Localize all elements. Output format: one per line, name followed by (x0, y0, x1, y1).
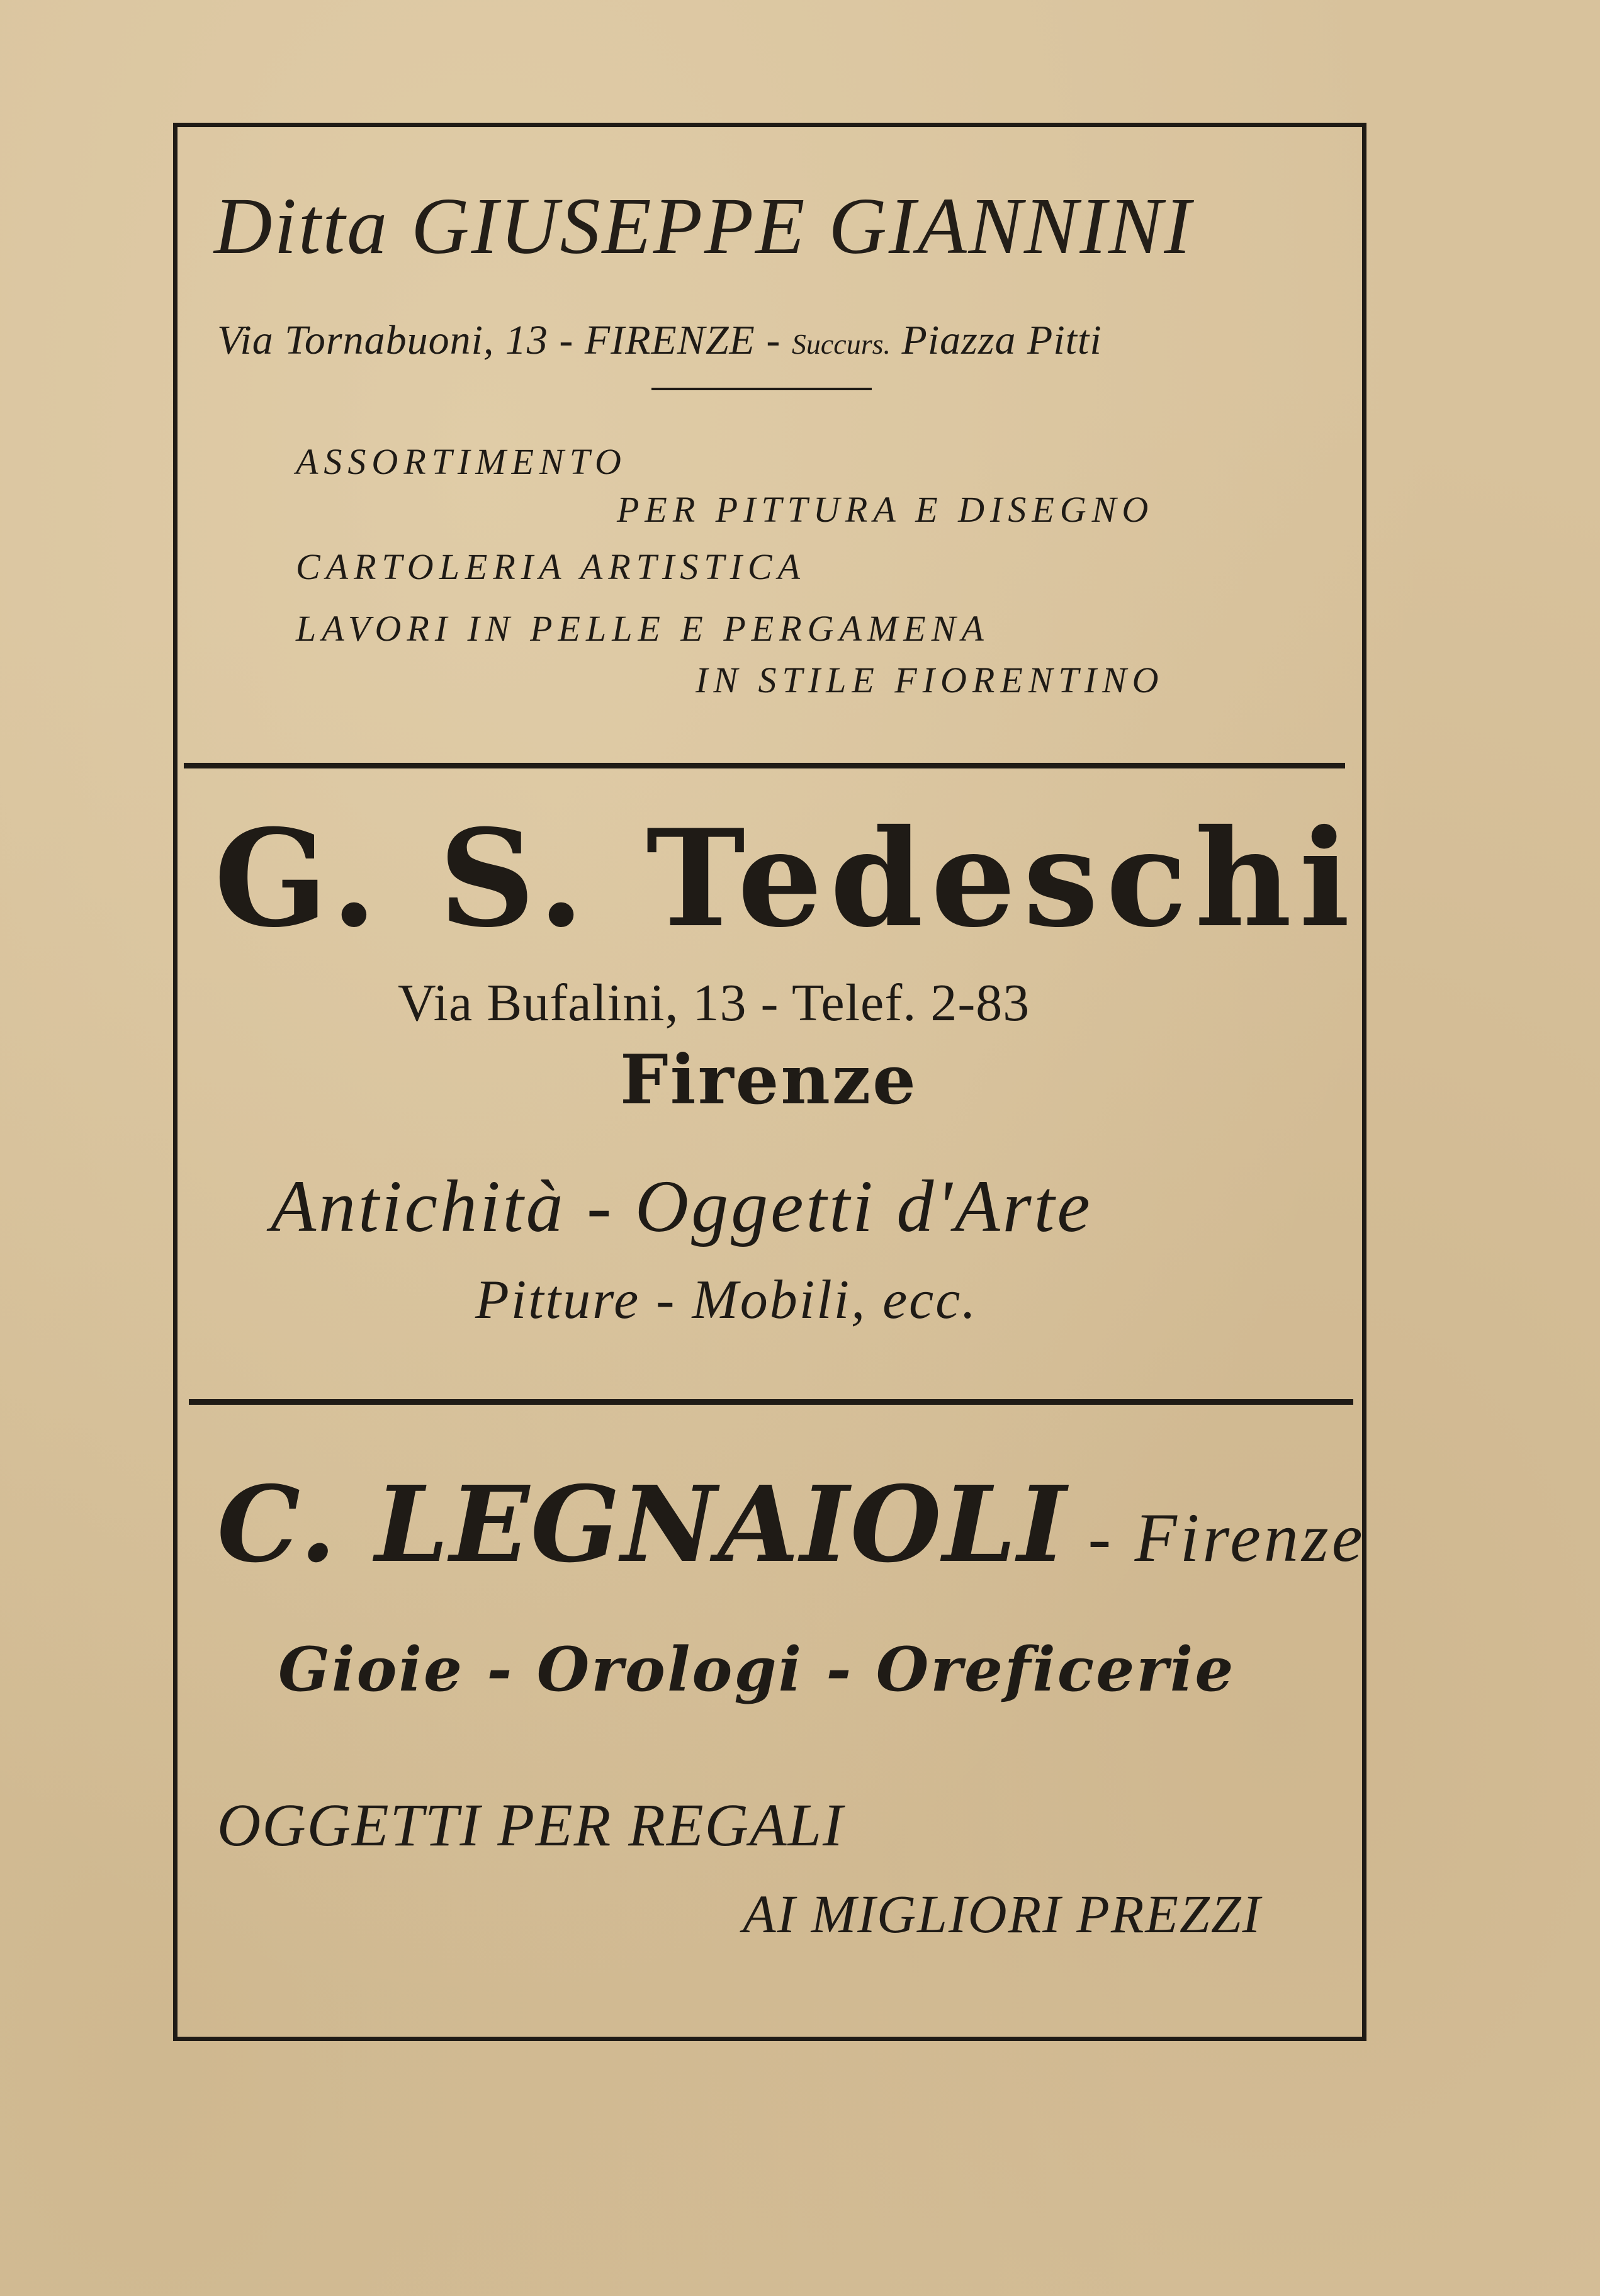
giannini-line-2: PER PITTURA E DISEGNO (617, 489, 1154, 530)
tedeschi-address: Via Bufalini, 13 - Telef. 2-83 (398, 974, 1030, 1032)
legnaioli-name: C. LEGNAIOLI (217, 1463, 1068, 1586)
giannini-line-3: CARTOLERIA ARTISTICA (296, 546, 806, 587)
tedeschi-title: G. S. Tedeschi (214, 800, 1358, 957)
tedeschi-items: Antichità - Oggetti d'Arte (271, 1165, 1093, 1247)
section-divider-2 (189, 1399, 1353, 1405)
giannini-line-4: LAVORI IN PELLE E PERGAMENA (296, 608, 989, 649)
legnaioli-title (217, 1463, 1366, 1586)
legnaioli-goods: Gioie - Orologi - Oreficerie (278, 1634, 1236, 1705)
giannini-address-tail: Piazza Pitti (891, 317, 1102, 363)
legnaioli-city: - Firenze (1067, 1499, 1366, 1576)
section-divider-1 (184, 763, 1345, 768)
giannini-line-1: ASSORTIMENTO (296, 441, 627, 482)
giannini-title: Ditta GIUSEPPE GIANNINI (214, 181, 1193, 271)
legnaioli-line-2: AI MIGLIORI PREZZI (743, 1884, 1262, 1944)
giannini-address (217, 317, 1102, 363)
tedeschi-city: Firenze (620, 1040, 918, 1120)
giannini-line-5: IN STILE FIORENTINO (696, 660, 1164, 701)
ornament-rule (651, 388, 872, 390)
legnaioli-line-1: OGGETTI PER REGALI (217, 1791, 844, 1859)
giannini-address-main: Via Tornabuoni, 13 - FIRENZE - (217, 317, 792, 363)
giannini-address-succurs: Succurs. (791, 328, 891, 360)
tedeschi-subitems: Pitture - Mobili, ecc. (475, 1269, 978, 1331)
